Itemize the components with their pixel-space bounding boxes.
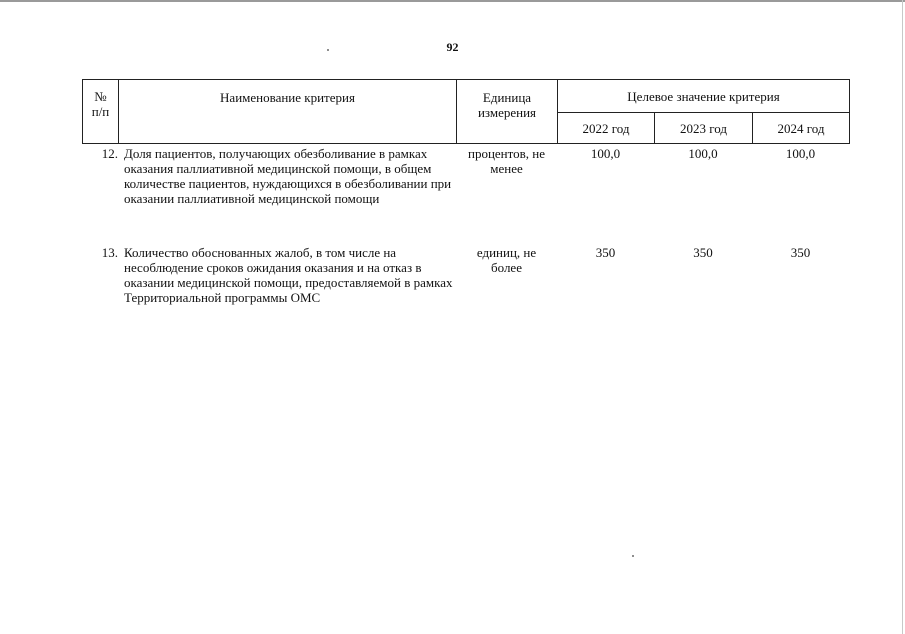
header-year-2022: 2022 год <box>558 113 655 144</box>
top-border-line <box>0 0 905 2</box>
unit-of-measure: процентов, не менее <box>467 146 546 176</box>
value-2022: 350 <box>595 245 616 260</box>
value-2023: 100,0 <box>688 146 718 161</box>
header-year-2024: 2024 год <box>753 113 850 144</box>
header-target-value: Целевое значение критерия <box>558 80 850 113</box>
value-2023: 350 <box>693 245 713 260</box>
unit-of-measure: единиц, не более <box>476 245 537 275</box>
value-2024: 350 <box>790 245 811 260</box>
criterion-name: Количество обоснованных жалоб, в том числе на несоблюдение сроков ожидания оказания и на отказ в оказании медицинской помощи, предоставляемой в рамках Территориальной программы ОМС <box>124 245 453 305</box>
row-number: 12. <box>101 146 118 161</box>
criteria-table-header <box>82 79 850 144</box>
value-2022: 100,0 <box>590 146 621 161</box>
criterion-name: Доля пациентов, получающих обезболивание в рамках оказания паллиативной медицинской помощи, в общем количестве пациентов, нуждающихся в обезболивании при оказании паллиативной медицинской помощи <box>124 146 452 206</box>
header-unit: Единица измерения <box>457 80 558 144</box>
row-number: 13. <box>101 245 118 260</box>
header-year-2023: 2023 год <box>655 113 753 144</box>
page-number: 92 <box>446 40 459 54</box>
value-2024: 100,0 <box>785 146 816 161</box>
header-criterion-name: Наименование критерия <box>119 80 457 144</box>
header-number: № п/п <box>83 80 119 144</box>
right-border-line <box>902 0 903 634</box>
scan-speck <box>632 555 634 557</box>
